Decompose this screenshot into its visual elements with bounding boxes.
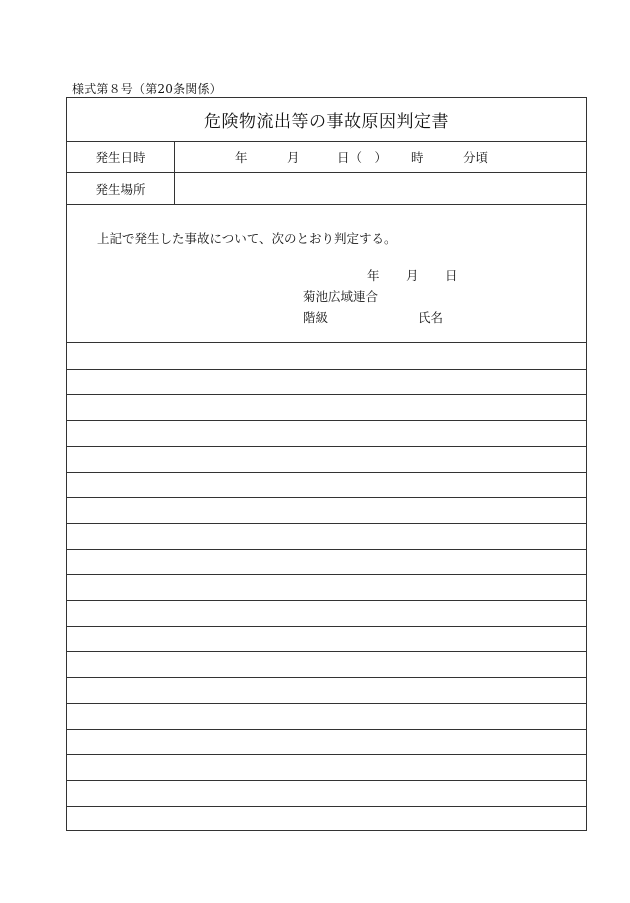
occurrence-place-row [67,173,586,205]
ruled-line [67,420,586,421]
judge-rank-label: 階級 [303,310,329,325]
occurrence-place-label: 発生場所 [67,173,175,204]
ruled-line [67,626,586,627]
ruled-lines-area [67,343,586,831]
occurrence-date-row [67,141,586,173]
date-hour-label: 時 [411,149,424,165]
date-day-label: 日（ ） [337,149,388,165]
judge-organization: 菊池広域連合 [303,289,379,304]
statement-text: 上記で発生した事故について、次のとおり判定する。 [97,231,397,246]
form-number-label: 様式第８号（第20条関係） [72,82,222,96]
ruled-line [67,369,586,370]
ruled-line [67,651,586,652]
ruled-line [67,523,586,524]
statement-date-month: 月 [406,268,419,283]
judgment-form [66,97,587,831]
ruled-line [67,446,586,447]
occurrence-date-label: 発生日時 [67,141,175,172]
ruled-line [67,549,586,550]
statement-date-day: 日 [445,268,458,283]
ruled-line [67,574,586,575]
date-minute-label: 分頃 [463,149,489,165]
date-year-label: 年 [235,149,248,165]
ruled-line [67,472,586,473]
ruled-line [67,703,586,704]
judge-name-label: 氏名 [418,310,444,325]
statement-date-year: 年 [367,268,380,283]
ruled-line [67,394,586,395]
ruled-line [67,806,586,807]
ruled-line [67,729,586,730]
ruled-line [67,754,586,755]
ruled-line [67,497,586,498]
ruled-line [67,780,586,781]
judgment-statement [67,205,586,343]
ruled-line [67,677,586,678]
ruled-line [67,600,586,601]
form-title: 危険物流出等の事故原因判定書 [67,98,586,142]
date-month-label: 月 [287,149,300,165]
